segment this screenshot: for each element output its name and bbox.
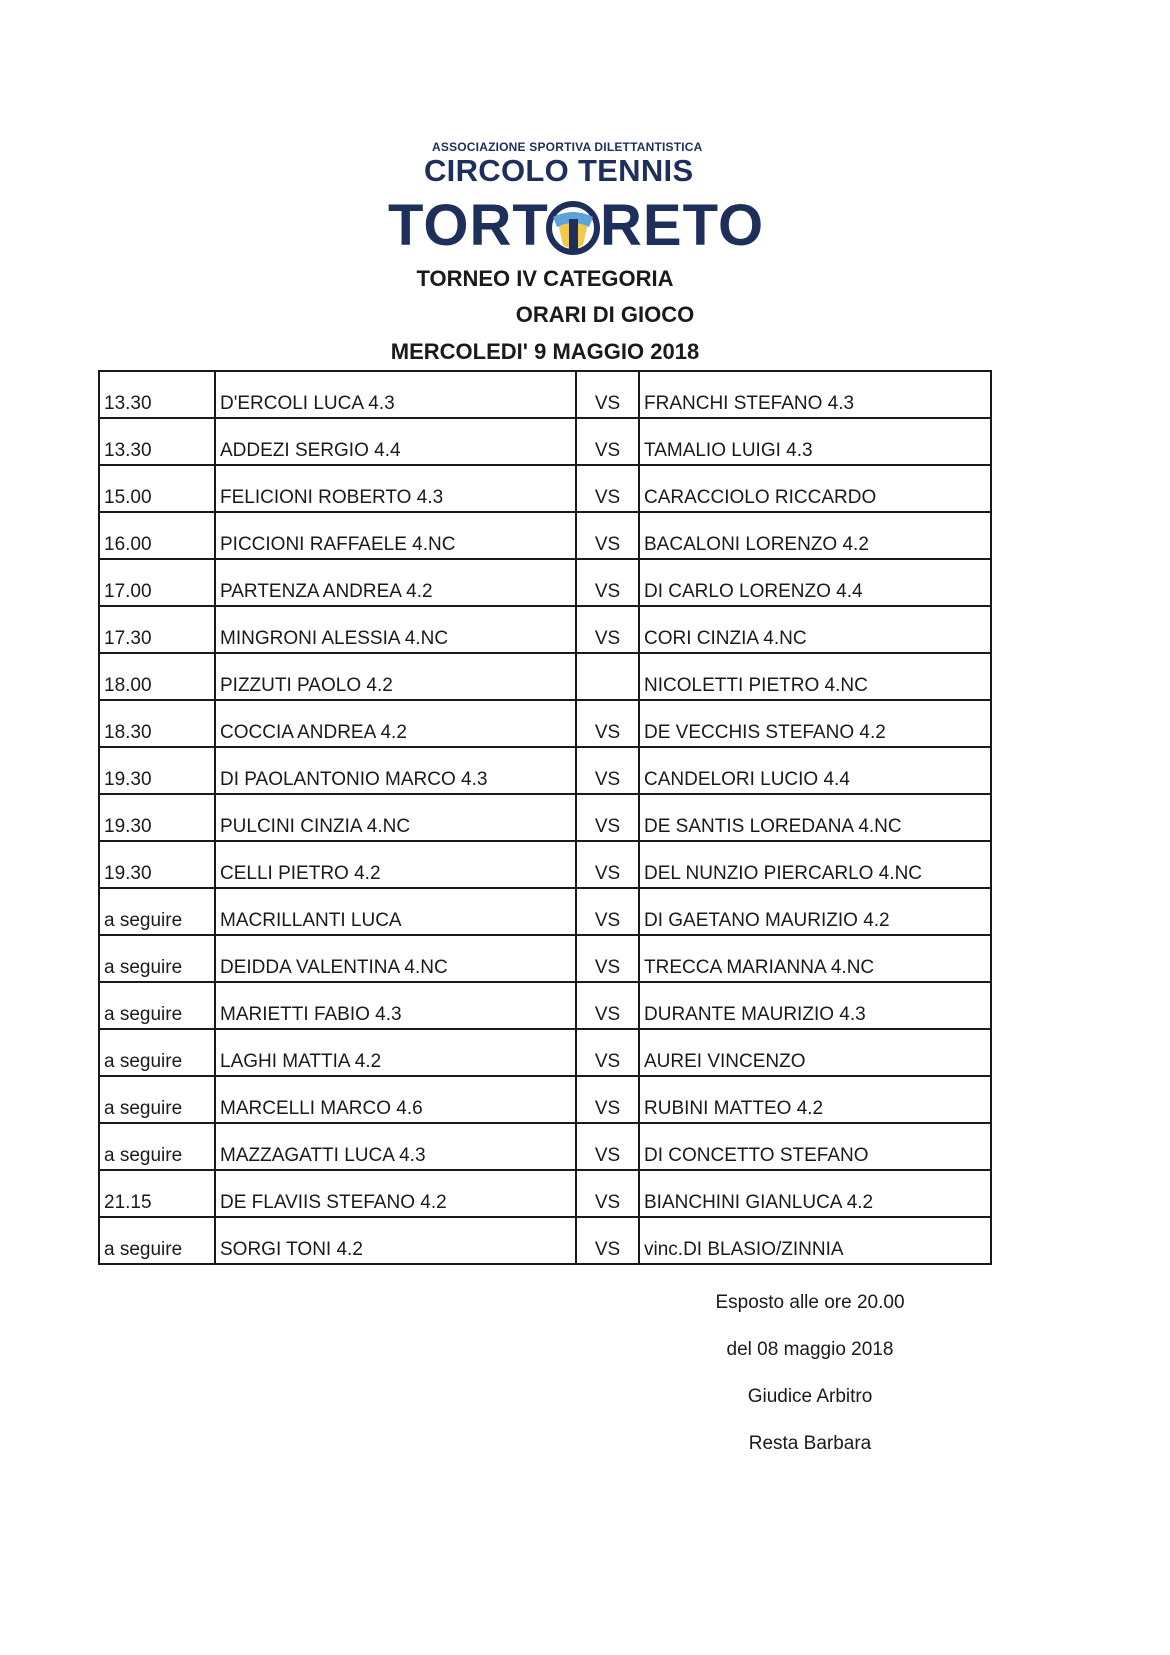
player-one: DEIDDA VALENTINA 4.NC — [215, 935, 576, 982]
match-time: 21.15 — [99, 1170, 215, 1217]
logo-club-text: CIRCOLO TENNIS — [424, 153, 694, 188]
versus-label: VS — [576, 512, 639, 559]
match-time: 19.30 — [99, 747, 215, 794]
match-time: a seguire — [99, 888, 215, 935]
player-two: DI CARLO LORENZO 4.4 — [639, 559, 991, 606]
player-one: DI PAOLANTONIO MARCO 4.3 — [215, 747, 576, 794]
table-row — [99, 418, 991, 465]
match-time: 19.30 — [99, 841, 215, 888]
table-row — [99, 1217, 991, 1264]
versus-label: VS — [576, 935, 639, 982]
tennis-ball-bar — [569, 219, 578, 249]
versus-label: VS — [576, 1076, 639, 1123]
table-row — [99, 794, 991, 841]
versus-label: VS — [576, 1123, 639, 1170]
player-two: CORI CINZIA 4.NC — [639, 606, 991, 653]
player-two: BIANCHINI GIANLUCA 4.2 — [639, 1170, 991, 1217]
club-logo — [380, 138, 800, 258]
player-one: COCCIA ANDREA 4.2 — [215, 700, 576, 747]
match-time: 19.30 — [99, 794, 215, 841]
player-two: AUREI VINCENZO — [639, 1029, 991, 1076]
versus-label: VS — [576, 841, 639, 888]
player-one: SORGI TONI 4.2 — [215, 1217, 576, 1264]
player-two: DE VECCHIS STEFANO 4.2 — [639, 700, 991, 747]
table-row — [99, 747, 991, 794]
table-row — [99, 1029, 991, 1076]
versus-label — [576, 653, 639, 700]
match-schedule-body — [99, 371, 991, 1264]
match-time: 18.00 — [99, 653, 215, 700]
player-two: NICOLETTI PIETRO 4.NC — [639, 653, 991, 700]
player-two: DI CONCETTO STEFANO — [639, 1123, 991, 1170]
player-two: vinc.DI BLASIO/ZINNIA — [639, 1217, 991, 1264]
player-one: LAGHI MATTIA 4.2 — [215, 1029, 576, 1076]
table-row — [99, 465, 991, 512]
versus-label: VS — [576, 700, 639, 747]
match-time: 17.00 — [99, 559, 215, 606]
match-schedule-table — [98, 370, 992, 1265]
table-row — [99, 371, 991, 418]
player-one: MARIETTI FABIO 4.3 — [215, 982, 576, 1029]
player-one: MAZZAGATTI LUCA 4.3 — [215, 1123, 576, 1170]
table-row — [99, 1170, 991, 1217]
player-one: MARCELLI MARCO 4.6 — [215, 1076, 576, 1123]
table-row — [99, 606, 991, 653]
player-two: TAMALIO LUIGI 4.3 — [639, 418, 991, 465]
match-time: a seguire — [99, 1076, 215, 1123]
table-row — [99, 982, 991, 1029]
table-row — [99, 935, 991, 982]
tennis-ball-icon — [543, 197, 603, 257]
player-one: PIZZUTI PAOLO 4.2 — [215, 653, 576, 700]
logo-city-part2: RETO — [600, 193, 765, 258]
match-time: 13.30 — [99, 418, 215, 465]
versus-label: VS — [576, 794, 639, 841]
versus-label: VS — [576, 982, 639, 1029]
player-two: FRANCHI STEFANO 4.3 — [639, 371, 991, 418]
player-one: D'ERCOLI LUCA 4.3 — [215, 371, 576, 418]
versus-label: VS — [576, 1170, 639, 1217]
player-two: RUBINI MATTEO 4.2 — [639, 1076, 991, 1123]
schedule-date: MERCOLEDI' 9 MAGGIO 2018 — [390, 339, 700, 364]
referee-name: Resta Barbara — [748, 1433, 872, 1454]
player-one: MACRILLANTI LUCA — [215, 888, 576, 935]
match-time: 15.00 — [99, 465, 215, 512]
table-row — [99, 1076, 991, 1123]
player-one: CELLI PIETRO 4.2 — [215, 841, 576, 888]
referee-label: Giudice Arbitro — [747, 1386, 873, 1407]
table-row — [99, 841, 991, 888]
logo-city-part1: TORT — [388, 193, 549, 258]
player-two: BACALONI LORENZO 4.2 — [639, 512, 991, 559]
player-two: CANDELORI LUCIO 4.4 — [639, 747, 991, 794]
versus-label: VS — [576, 1029, 639, 1076]
match-time: a seguire — [99, 1217, 215, 1264]
match-time: a seguire — [99, 1123, 215, 1170]
player-two: DEL NUNZIO PIERCARLO 4.NC — [639, 841, 991, 888]
tournament-title: TORNEO IV CATEGORIA — [416, 266, 674, 291]
player-one: PARTENZA ANDREA 4.2 — [215, 559, 576, 606]
player-one: DE FLAVIIS STEFANO 4.2 — [215, 1170, 576, 1217]
table-row — [99, 559, 991, 606]
versus-label: VS — [576, 371, 639, 418]
versus-label: VS — [576, 888, 639, 935]
table-row — [99, 700, 991, 747]
match-time: 17.30 — [99, 606, 215, 653]
player-two: CARACCIOLO RICCARDO — [639, 465, 991, 512]
versus-label: VS — [576, 465, 639, 512]
posted-date: del 08 maggio 2018 — [726, 1339, 894, 1360]
match-time: 16.00 — [99, 512, 215, 559]
player-two: TRECCA MARIANNA 4.NC — [639, 935, 991, 982]
player-one: FELICIONI ROBERTO 4.3 — [215, 465, 576, 512]
versus-label: VS — [576, 559, 639, 606]
player-two: DI GAETANO MAURIZIO 4.2 — [639, 888, 991, 935]
match-time: a seguire — [99, 982, 215, 1029]
versus-label: VS — [576, 418, 639, 465]
match-time: a seguire — [99, 1029, 215, 1076]
logo-association-text: ASSOCIAZIONE SPORTIVA DILETTANTISTICA — [432, 140, 703, 154]
schedule-subtitle: ORARI DI GIOCO — [515, 302, 695, 327]
player-one: MINGRONI ALESSIA 4.NC — [215, 606, 576, 653]
player-one: PICCIONI RAFFAELE 4.NC — [215, 512, 576, 559]
posted-time: Esposto alle ore 20.00 — [715, 1292, 905, 1313]
table-row — [99, 888, 991, 935]
player-one: PULCINI CINZIA 4.NC — [215, 794, 576, 841]
versus-label: VS — [576, 1217, 639, 1264]
match-time: 18.30 — [99, 700, 215, 747]
match-time: 13.30 — [99, 371, 215, 418]
player-one: ADDEZI SERGIO 4.4 — [215, 418, 576, 465]
table-row — [99, 1123, 991, 1170]
player-two: DURANTE MAURIZIO 4.3 — [639, 982, 991, 1029]
table-row — [99, 512, 991, 559]
match-time: a seguire — [99, 935, 215, 982]
table-row — [99, 653, 991, 700]
logo-city — [380, 193, 800, 259]
player-two: DE SANTIS LOREDANA 4.NC — [639, 794, 991, 841]
versus-label: VS — [576, 747, 639, 794]
versus-label: VS — [576, 606, 639, 653]
